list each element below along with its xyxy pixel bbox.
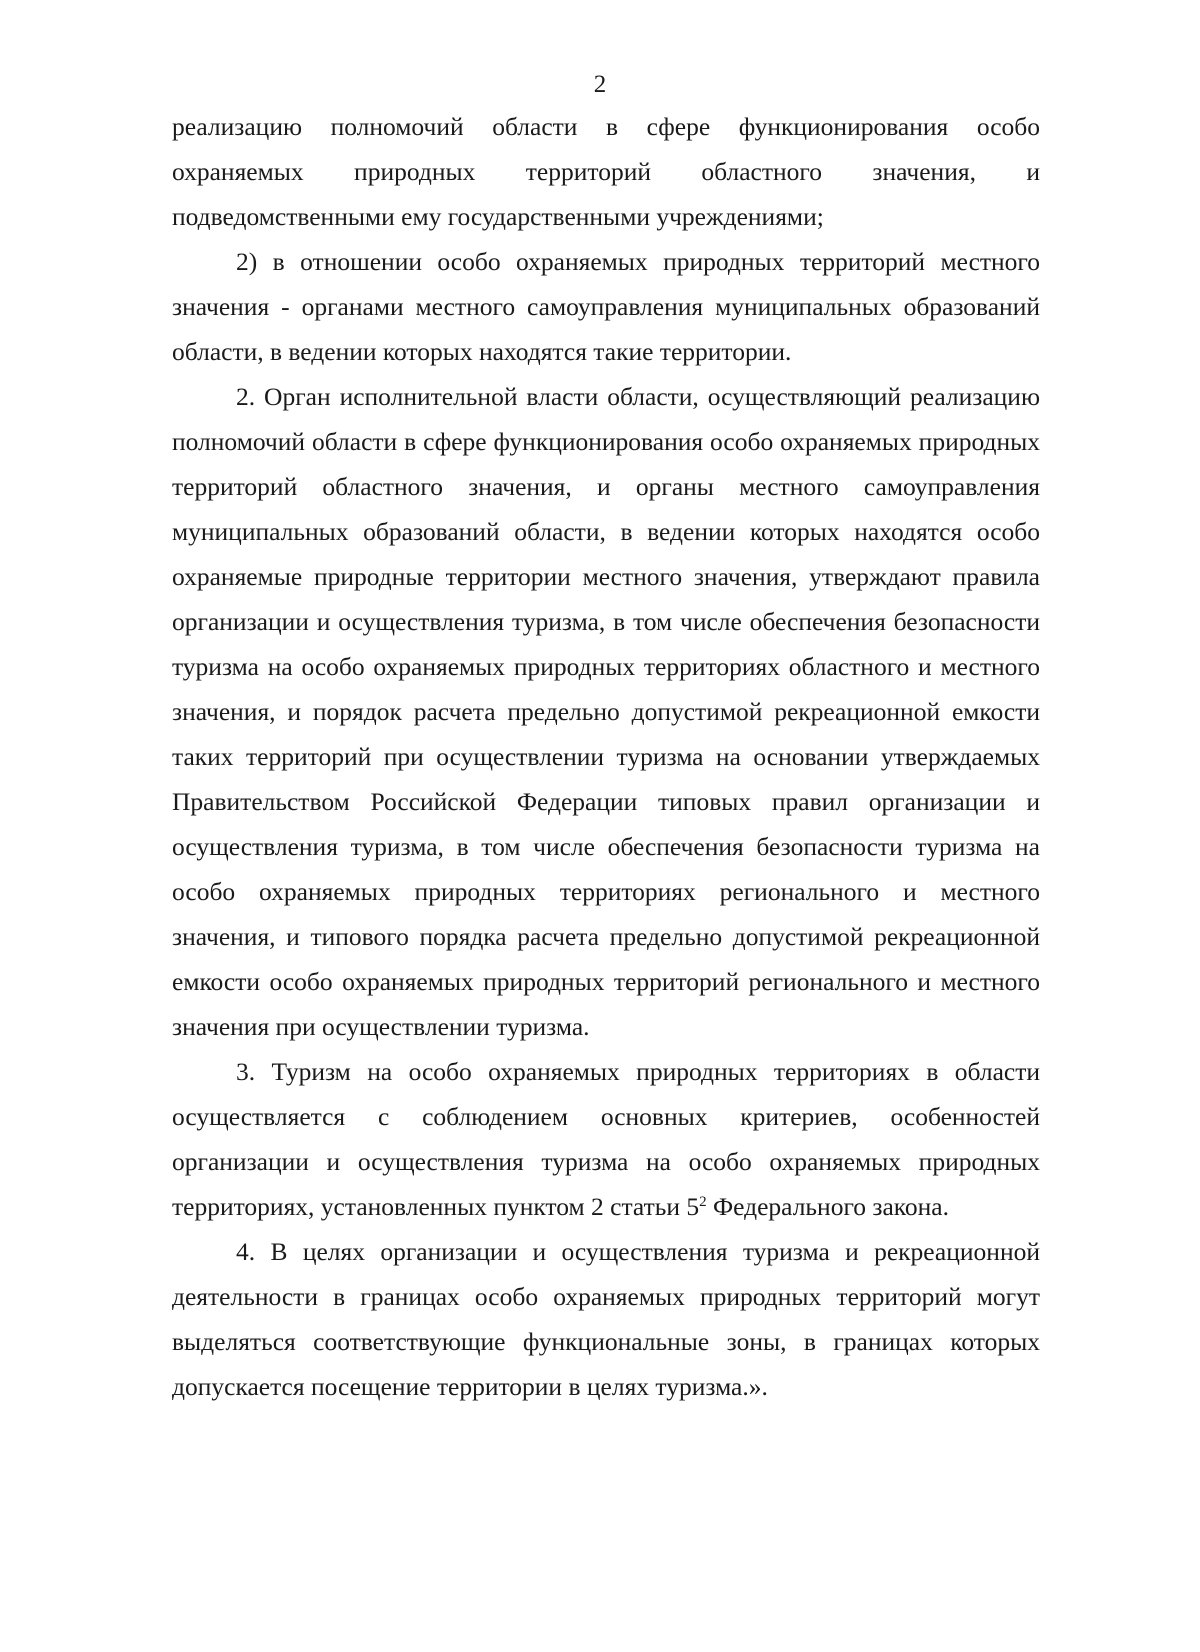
paragraph-item-2-local: 2) в отношении особо охраняемых природных территорий местного значения - органами местного самоуправления муниципальных образований области, в ведении которых находятся такие территории.: [172, 247, 1040, 366]
paragraph-point-2: 2. Орган исполнительной власти области, осуществляющий реализацию полномочий области в сфере функционирования особо охраняемых природных территорий областного значения, и органы местного самоуправления муниципальных образований области, в ведении которых находятся особо охраняемые природные территории местного значения, утверждают правила организации и осуществления туризма, в том числе обеспечения безопасности туризма на особо охраняемых природных территориях областного и местного значения, и порядок расчета предельно допустимой рекреационной емкости таких территорий при осуществлении туризма на основании утверждаемых Правительством Российской Федерации типовых правил организации и осуществления туризма, в том числе обеспечения безопасности туризма на особо охраняемых природных территориях регионального и местного значения, и типового порядка расчета предельно допустимой рекреационной емкости особо охраняемых природных территорий регионального и местного значения при осуществлении туризма.: [172, 382, 1040, 1041]
paragraph-point-3-tail: Федерального закона.: [706, 1192, 949, 1221]
page-number: 2: [593, 71, 607, 98]
paragraph-point-3-text: 3. Туризм на особо охраняемых природных территориях в области осуществляется с соблюдением основных критериев, особенностей организации и осуществления туризма на особо охраняемых природных территориях, установленных пунктом 2 статьи 5: [172, 1057, 1040, 1221]
paragraph-continuation: реализацию полномочий области в сфере функционирования особо охраняемых природных территорий областного значения, и подведомственными ему государственными учреждениями;: [172, 112, 1040, 231]
paragraph-point-3: [172, 1049, 1040, 1229]
document-body: [172, 104, 1040, 1409]
article-superscript: 2: [699, 1194, 707, 1210]
paragraph-point-4: 4. В целях организации и осуществления туризма и рекреационной деятельности в границах особо охраняемых природных территорий могут выделяться соответствующие функциональные зоны, в границах которых допускается посещение территории в целях туризма.».: [172, 1237, 1040, 1401]
